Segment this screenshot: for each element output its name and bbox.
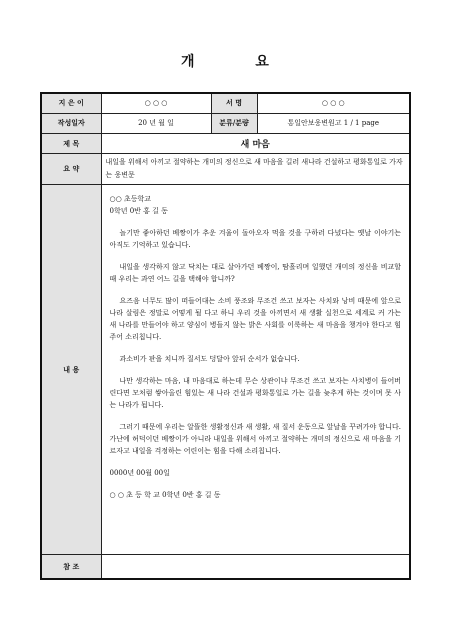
summary-label: 요 약 bbox=[41, 154, 101, 185]
content-body bbox=[101, 184, 410, 554]
date-row bbox=[41, 113, 410, 133]
content-paragraph: 요즈음 너무도 많이 떠들어대는 소비 풍조와 무조건 쓰고 보자는 사치와 낭비 때문에 앞으로 나라 살림은 정말로 어떻게 될 다고 하니 우리 것을 아끼면서 새 생활 실천으로 세계로 커 가는 새 나라를 만들어야 하고 양심이 병들지 않는 밝은 사회를 이룩하는 새 마음을 챙겨야 한다고 힘주어 소리칩니다. bbox=[109, 296, 401, 341]
content-row bbox=[41, 184, 410, 554]
sign-value: ○ ○ ○ bbox=[257, 93, 410, 113]
summary-form bbox=[40, 92, 411, 580]
document-title: 개 요 bbox=[181, 54, 297, 70]
content-paragraph: 내일을 생각하지 않고 닥치는 대로 살아가던 베짱이, 땀흘리며 일했던 개미의 정신을 비교할 때 우리는 과연 어느 길을 택해야 합니까? bbox=[109, 262, 401, 283]
subject-row bbox=[41, 134, 410, 154]
category-label: 분류/분량 bbox=[211, 113, 257, 133]
content-signature: ○ ○ 초 등 학 교 0학년 0반 홍 길 동 bbox=[109, 490, 221, 499]
content-student: 0학년 0반 홍 길 동 bbox=[109, 206, 168, 215]
content-school: ○○ 초등학교 bbox=[109, 194, 151, 203]
summary-row bbox=[41, 154, 410, 185]
content-paragraph: 나만 생각하는 마음, 내 마음대로 하는데 무슨 상관이냐 무조건 쓰고 보자는 사치병이 들어버린다면 모처럼 쌓아올린 힘있는 새 나라 건설과 평화통일로 가는 길을 늦추게 하는 것이며 못 사는 나라가 됩니다. bbox=[109, 376, 401, 409]
content-paragraph: 그러기 때문에 우리는 알뜰한 생활정신과 새 생활, 새 질서 운동으로 앞날을 꾸려가야 합니다. 가난에 허덕이던 베짱이가 아니라 내일을 위해서 아끼고 절약하는 개미의 정신으로 새 마음을 기르자고 내일을 걱정하는 어린이는 힘을 다해 소리칩니다. bbox=[109, 422, 401, 455]
subject-label: 제 목 bbox=[41, 134, 101, 154]
reference-value bbox=[101, 555, 410, 579]
reference-label: 참 조 bbox=[41, 555, 101, 579]
reference-row bbox=[41, 555, 410, 579]
content-label: 내 용 bbox=[41, 184, 101, 554]
author-value: ○ ○ ○ bbox=[101, 93, 211, 113]
subject-value: 새 마음 bbox=[101, 134, 410, 154]
date-value: 20 년 월 일 bbox=[101, 113, 211, 133]
content-date: 0000년 00월 00일 bbox=[109, 468, 170, 477]
date-label: 작성일자 bbox=[41, 113, 101, 133]
author-row bbox=[41, 93, 410, 113]
content-paragraph: 과소비가 판을 치니까 질서도 덩달아 앞뒤 순서가 없습니다. bbox=[119, 354, 300, 363]
author-label: 지 은 이 bbox=[41, 93, 101, 113]
content-paragraph: 놀기만 좋아하던 베짱이가 추운 겨울이 돌아오자 먹을 것을 구하러 다녔다는 옛날 이야기는 아직도 기억하고 있습니다. bbox=[109, 228, 401, 249]
category-value: 통일안보웅변원고 1 / 1 page bbox=[257, 113, 410, 133]
sign-label: 서 명 bbox=[211, 93, 257, 113]
summary-value: 내일을 위해서 아끼고 절약하는 개미의 정신으로 새 마음을 길러 새나라 건설하고 평화통일로 가자는 웅변문 bbox=[101, 154, 410, 185]
